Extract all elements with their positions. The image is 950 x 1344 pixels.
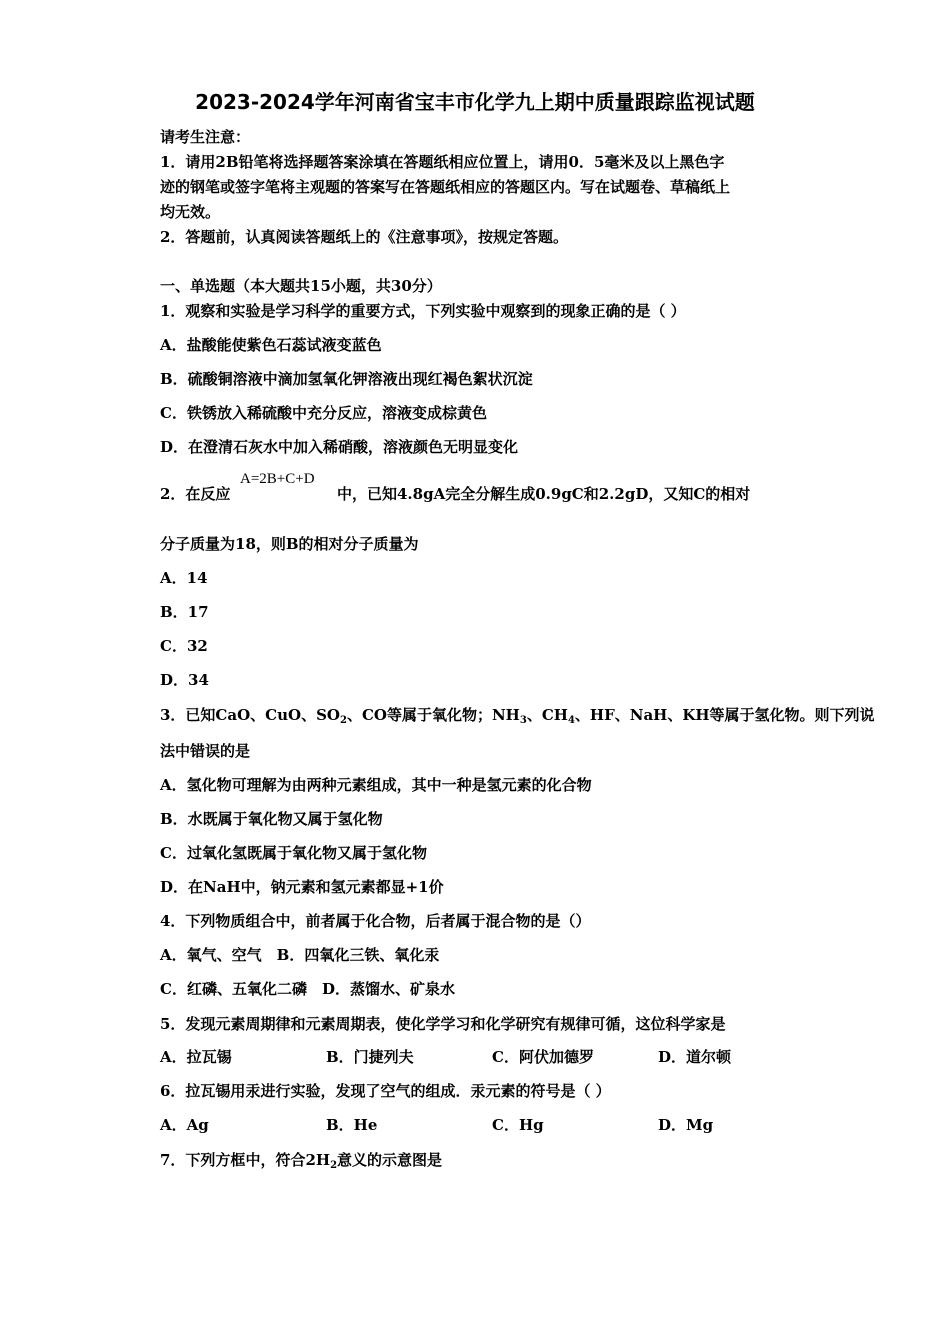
question-5-option-b: B．门捷列夫 — [326, 1048, 414, 1066]
notice-item1-line1: 1．请用2B铅笔将选择题答案涂填在答题纸相应位置上，请用0．5毫米及以上黑色字 — [160, 153, 725, 171]
question-2-option-d: D．34 — [160, 671, 209, 689]
question-2-stem-suffix: 中，已知4.8gA完全分解生成0.9gC和2.2gD，又知C的相对 — [337, 485, 751, 503]
question-2-stem-line2: 分子质量为18，则B的相对分子质量为 — [160, 535, 419, 553]
notice-item1-line3: 均无效。 — [160, 203, 221, 221]
notice-heading: 请考生注意： — [160, 128, 251, 146]
question-2-option-b: B．17 — [160, 603, 209, 621]
q3-sub-3: 4 — [567, 715, 575, 726]
question-5-option-a: A．拉瓦锡 — [160, 1048, 232, 1066]
page-title: 2023-2024学年河南省宝丰市化学九上期中质量跟踪监视试题 — [195, 90, 755, 114]
question-5-stem: 5．发现元素周期律和元素周期表，使化学学习和化学研究有规律可循，这位科学家是 — [160, 1015, 726, 1033]
question-3-option-b: B．水既属于氧化物又属于氢化物 — [160, 810, 383, 828]
question-4-stem: 4．下列物质组合中，前者属于化合物，后者属于混合物的是（） — [160, 912, 591, 930]
question-5-option-d: D．道尔顿 — [658, 1048, 732, 1066]
question-3-option-c: C．过氧化氢既属于氧化物又属于氢化物 — [160, 844, 427, 862]
q3-sub-1: 2 — [339, 715, 347, 726]
question-2-option-c: C．32 — [160, 637, 208, 655]
notice-item2: 2．答题前，认真阅读答题纸上的《注意事项》，按规定答题。 — [160, 228, 568, 246]
question-1-option-b: B．硫酸铜溶液中滴加氢氧化钾溶液出现红褐色絮状沉淀 — [160, 370, 533, 388]
question-1-stem: 1．观察和实验是学习科学的重要方式，下列实验中观察到的现象正确的是（ ） — [160, 302, 686, 320]
question-4-options-ab: A．氧气、空气 B．四氧化三铁、氧化汞 — [160, 946, 440, 964]
question-5-option-c: C．阿伏加德罗 — [492, 1048, 594, 1066]
q7-text-1: 7．下列方框中，符合2H — [160, 1151, 331, 1169]
reaction-formula: A=2B+C+D — [240, 471, 315, 487]
question-6-option-d: D．Mg — [658, 1116, 714, 1134]
question-6-option-a: A．Ag — [160, 1116, 209, 1134]
q3-sub-2: 3 — [519, 715, 527, 726]
q3-text-2: 、CO等属于氧化物；NH — [346, 706, 520, 724]
question-2-stem-prefix: 2．在反应 — [160, 485, 231, 503]
question-3-stem-line2: 法中错误的是 — [160, 742, 251, 760]
question-6-option-b: B．He — [326, 1116, 378, 1134]
section-heading: 一、单选题（本大题共15小题，共30分） — [160, 277, 442, 295]
question-3-stem — [160, 705, 875, 725]
question-2-option-a: A．14 — [160, 569, 208, 587]
q3-text-4: 、HF、NaH、KH等属于氢化物。则下列说 — [574, 706, 875, 724]
question-1-option-c: C．铁锈放入稀硫酸中充分反应，溶液变成棕黄色 — [160, 404, 487, 422]
question-6-option-c: C．Hg — [492, 1116, 544, 1134]
q3-text-1: 3．已知CaO、CuO、SO — [160, 706, 340, 724]
question-7-stem — [160, 1150, 442, 1170]
question-3-option-d: D．在NaH中，钠元素和氢元素都显+1价 — [160, 878, 444, 896]
q7-text-2: 意义的示意图是 — [337, 1151, 443, 1169]
q7-sub: 2 — [330, 1160, 338, 1171]
question-6-stem: 6．拉瓦锡用汞进行实验，发现了空气的组成．汞元素的符号是（ ） — [160, 1082, 611, 1100]
question-1-option-a: A．盐酸能使紫色石蕊试液变蓝色 — [160, 336, 382, 354]
question-1-option-d: D．在澄清石灰水中加入稀硝酸，溶液颜色无明显变化 — [160, 438, 519, 456]
notice-item1-line2: 迹的钢笔或签字笔将主观题的答案写在答题纸相应的答题区内。写在试题卷、草稿纸上 — [160, 178, 731, 196]
question-4-options-cd: C．红磷、五氧化二磷 D．蒸馏水、矿泉水 — [160, 980, 455, 998]
q3-text-3: 、CH — [526, 706, 568, 724]
question-3-option-a: A．氢化物可理解为由两种元素组成，其中一种是氢元素的化合物 — [160, 776, 592, 794]
